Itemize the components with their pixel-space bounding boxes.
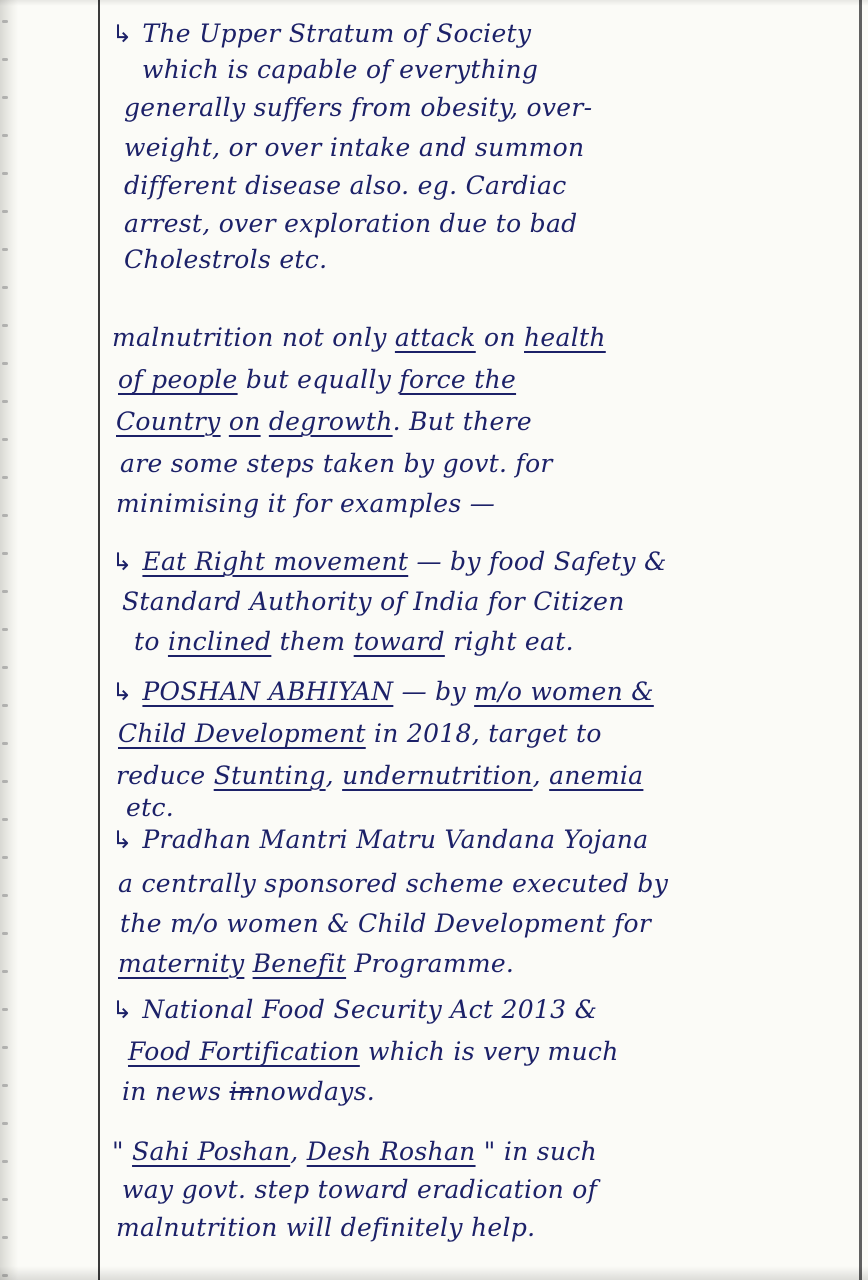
line-text <box>261 407 269 436</box>
line-text: National Food Security Act 2013 & <box>142 995 598 1024</box>
punch-mark <box>2 628 8 631</box>
underlined-text: toward <box>353 627 445 656</box>
line-text: , <box>532 761 550 790</box>
handwritten-line <box>112 674 654 710</box>
right-page-edge <box>859 0 862 1280</box>
line-text: Programme. <box>346 949 515 978</box>
punch-mark <box>2 96 8 99</box>
punch-mark <box>2 58 8 61</box>
handwritten-line <box>122 1074 375 1110</box>
punch-mark <box>2 552 8 555</box>
punch-mark <box>2 1008 8 1011</box>
handwritten-line: which is capable of everything <box>142 55 539 84</box>
punch-mark <box>2 1198 8 1201</box>
line-text: to <box>134 627 168 656</box>
handwritten-line <box>112 1134 597 1170</box>
punch-mark <box>2 172 8 175</box>
underlined-text: degrowth <box>268 407 393 436</box>
punch-mark <box>2 1236 8 1239</box>
punch-mark <box>2 1046 8 1049</box>
line-text: , <box>290 1137 307 1166</box>
underlined-text: anemia <box>549 761 644 790</box>
underlined-text: undernutrition <box>342 761 533 790</box>
underlined-text: force the <box>399 365 517 394</box>
handwritten-line <box>118 946 514 982</box>
punch-mark <box>2 1122 8 1125</box>
line-text: right eat. <box>444 627 574 656</box>
punch-mark <box>2 856 8 859</box>
underlined-text: maternity <box>118 949 245 978</box>
underlined-text: Benefit <box>252 949 347 978</box>
punch-mark <box>2 742 8 745</box>
line-text: which is very much <box>359 1037 619 1066</box>
handwritten-line: arrest, over exploration due to bad <box>124 209 578 238</box>
line-text <box>221 407 229 436</box>
arrow-bullet-icon: ↳ <box>112 826 133 854</box>
line-text: " in such <box>475 1137 598 1166</box>
punch-mark <box>2 400 8 403</box>
margin-line <box>98 0 100 1280</box>
underlined-text: Country <box>116 407 221 436</box>
punch-mark <box>2 476 8 479</box>
line-text: but equally <box>237 365 400 394</box>
handwritten-line: the m/o women & Child Development for <box>120 909 652 938</box>
punch-mark <box>2 590 8 593</box>
underlined-text: POSHAN ABHIYAN <box>142 677 394 706</box>
line-text: in news <box>122 1077 230 1106</box>
line-text: malnutrition not only <box>112 323 395 352</box>
handwritten-line: way govt. step toward eradication of <box>122 1175 598 1204</box>
line-text: — by <box>393 677 475 706</box>
handwritten-line <box>116 404 532 440</box>
handwritten-line <box>112 992 597 1028</box>
handwritten-answer <box>112 10 842 1270</box>
handwritten-line <box>112 822 648 858</box>
handwritten-line: weight, or over intake and summon <box>124 133 585 162</box>
underlined-text: health <box>524 323 606 352</box>
handwritten-line: minimising it for examples — <box>116 489 496 518</box>
arrow-bullet-icon: ↳ <box>112 678 133 706</box>
line-text: — by food Safety & <box>408 547 667 576</box>
punch-mark <box>2 894 8 897</box>
line-text: . But there <box>392 407 532 436</box>
handwritten-line: malnutrition will definitely help. <box>116 1213 536 1242</box>
underlined-text: on <box>228 407 261 436</box>
punch-mark <box>2 666 8 669</box>
punch-marks <box>2 0 10 1280</box>
punch-mark <box>2 818 8 821</box>
handwritten-line: a centrally sponsored scheme executed by <box>118 869 669 898</box>
struck-text: in <box>229 1077 255 1106</box>
underlined-text: Eat Right movement <box>142 547 409 576</box>
line-text: reduce <box>116 761 214 790</box>
handwritten-line <box>128 1034 619 1070</box>
line-text <box>244 949 252 978</box>
line-text: , <box>325 761 343 790</box>
punch-mark <box>2 704 8 707</box>
underlined-text: attack <box>394 323 476 352</box>
page-top-shadow <box>0 0 868 6</box>
line-text: Pradhan Mantri Matru Vandana Yojana <box>142 825 649 854</box>
handwritten-line: different disease also. eg. Cardiac <box>124 171 567 200</box>
handwritten-line <box>118 362 516 398</box>
line-text: them <box>271 627 354 656</box>
arrow-bullet-icon: ↳ <box>112 20 133 48</box>
underlined-text: inclined <box>167 627 272 656</box>
handwritten-line <box>134 624 574 660</box>
underlined-text: Child Development <box>118 719 366 748</box>
punch-mark <box>2 970 8 973</box>
punch-mark <box>2 932 8 935</box>
line-text: " <box>112 1137 133 1166</box>
handwritten-line <box>112 16 531 52</box>
punch-mark <box>2 1084 8 1087</box>
punch-mark <box>2 438 8 441</box>
underlined-text: m/o women & <box>474 677 654 706</box>
punch-mark <box>2 20 8 23</box>
handwritten-line: are some steps taken by govt. for <box>120 449 553 478</box>
arrow-bullet-icon: ↳ <box>112 548 133 576</box>
line-text: The Upper Stratum of Society <box>142 19 532 48</box>
handwritten-line <box>116 758 643 794</box>
punch-mark <box>2 210 8 213</box>
handwritten-line <box>118 716 602 752</box>
underlined-text: Stunting <box>213 761 326 790</box>
punch-mark <box>2 324 8 327</box>
punch-mark <box>2 514 8 517</box>
punch-mark <box>2 286 8 289</box>
punch-mark <box>2 780 8 783</box>
handwritten-line: generally suffers from obesity, over- <box>124 93 593 122</box>
line-text: on <box>475 323 525 352</box>
punch-mark <box>2 362 8 365</box>
handwritten-line: Standard Authority of India for Citizen <box>122 587 625 616</box>
line-text: in 2018, target to <box>365 719 602 748</box>
underlined-text: Desh Roshan <box>306 1137 476 1166</box>
punch-mark <box>2 1160 8 1163</box>
handwritten-line <box>112 320 606 356</box>
underlined-text: of people <box>118 365 238 394</box>
underlined-text: Sahi Poshan <box>132 1137 291 1166</box>
punch-mark <box>2 134 8 137</box>
line-text: nowdays. <box>254 1077 375 1106</box>
handwritten-line: etc. <box>126 793 174 822</box>
handwritten-line <box>112 544 667 580</box>
underlined-text: Food Fortification <box>128 1037 360 1066</box>
arrow-bullet-icon: ↳ <box>112 996 133 1024</box>
punch-mark <box>2 248 8 251</box>
handwritten-line: Cholestrols etc. <box>124 245 328 274</box>
